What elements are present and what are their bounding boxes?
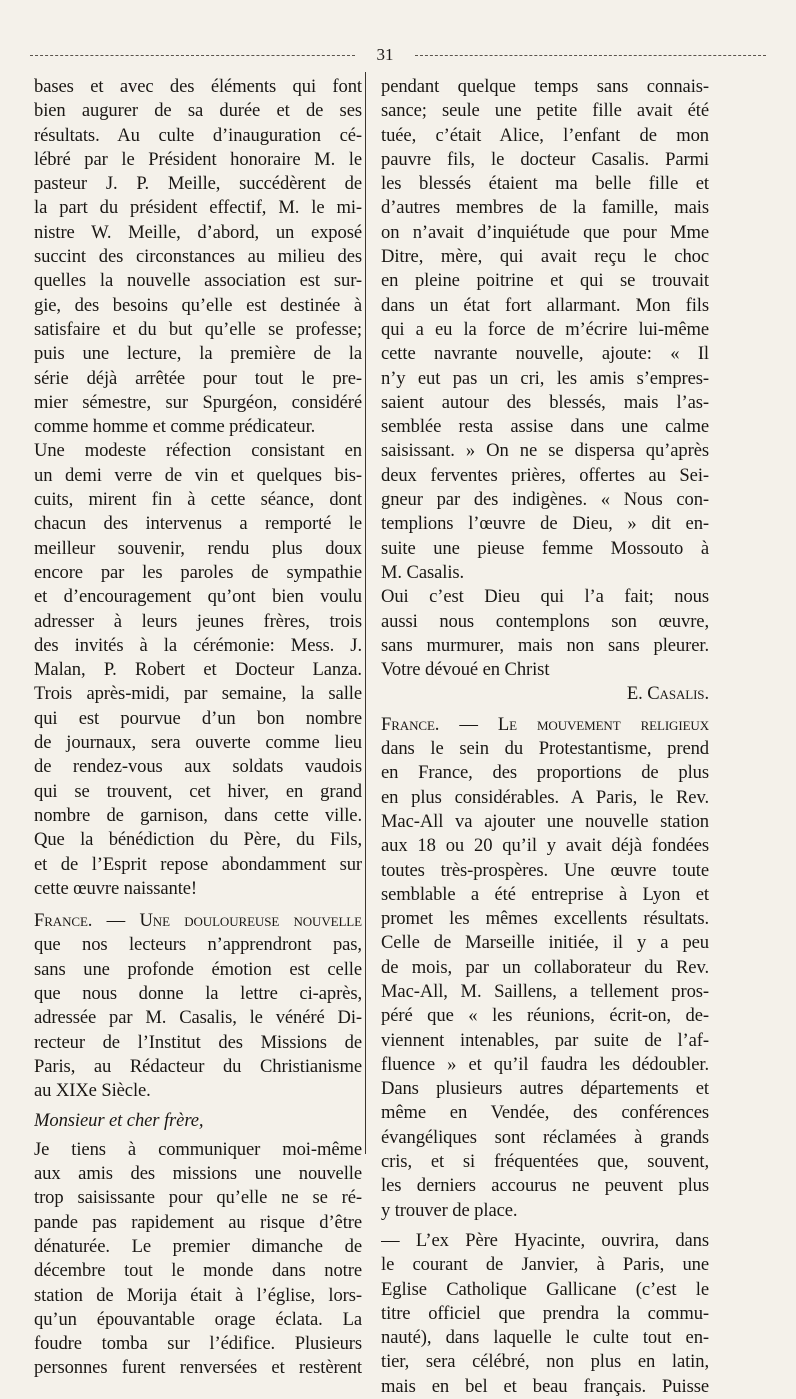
text-line: Que la bénédiction du Père, du Fils, (34, 829, 362, 851)
column-divider (365, 72, 366, 1154)
text-line: toutes très-prospères. Une œuvre toute (381, 859, 709, 881)
text-line: templions l’œuvre de Dieu, » dit en- (381, 513, 709, 535)
text-line: adresser à leurs jeunes frères, trois (34, 610, 362, 632)
text-line: M. Casalis. (381, 561, 465, 583)
text-line: puis une lecture, la première de la (34, 343, 362, 365)
text-line: pendant quelque temps sans connais- (381, 76, 709, 97)
text-line: qui est pourvue d’un bon nombre (34, 707, 362, 729)
text-line: Celle de Marseille initiée, il y a peu (381, 932, 709, 954)
text-line: saisissant. » On ne se dispersa qu’après (381, 440, 709, 462)
text-line: Monsieur et cher frère, (34, 1110, 204, 1132)
text-line: de rendez-vous aux soldats vaudois (34, 756, 362, 778)
text-line: tuée, c’était Alice, l’enfant de mon (381, 124, 709, 146)
text-line: cuits, mirent fin à cette séance, dont (34, 489, 362, 511)
text-line: les blessés étaient ma belle fille et (381, 173, 709, 195)
text-line: Dans plusieurs autres départements et (381, 1078, 709, 1100)
text-line: Paris, au Rédacteur du Christianisme (34, 1055, 362, 1077)
text-line: personnes furent renversées et restèrent (34, 1357, 362, 1379)
text-line: d’autres membres de la famille, mais (381, 197, 709, 219)
page-header (30, 44, 766, 66)
text-line: promet les mêmes excellents résultats. (381, 908, 709, 930)
text-line: n’y eut pas un cri, les amis s’empres- (381, 367, 709, 389)
text-line: on n’avait d’inquiétude que pour Mme (381, 221, 709, 243)
text-line: aux 18 ou 20 qu’il y avait déjà fondées (381, 835, 709, 857)
text-line: y trouver de place. (381, 1199, 518, 1221)
text-line: Mac-All va ajouter une nouvelle station (381, 810, 709, 832)
left-column (34, 75, 362, 1381)
text-line: mier sémestre, sur Spurgéon, considéré (34, 391, 362, 413)
text-line: des invités à la cérémonie: Mess. J. (34, 634, 362, 656)
text-line: en France, des proportions de plus (381, 762, 709, 784)
text-line: et d’encouragement qu’ont bien voulu (34, 586, 362, 608)
header-rule-left (30, 55, 355, 56)
text-line: dans un état fort allarmant. Mon fils (381, 294, 709, 316)
text-line: quelles la nouvelle association est sur- (34, 270, 362, 292)
text-line: comme homme et comme prédicateur. (34, 416, 316, 438)
text-line: Votre dévoué en Christ (381, 659, 550, 681)
text-line: que nous donne la lettre ci-après, (34, 982, 362, 1004)
text-line: mais en bel et beau français. Puisse (381, 1375, 709, 1397)
text-line: décembre tout le monde dans notre (34, 1260, 362, 1282)
text-line: encore par les paroles de sympathie (34, 561, 362, 583)
text-line: qu’un épouvantable orage éclata. La (34, 1308, 362, 1330)
text-line: gneur par des indigènes. « Nous con- (381, 489, 709, 511)
text-line: saient autour des blessés, mais l’as- (381, 391, 709, 413)
header-rule-right (415, 55, 766, 56)
text-line: Une modeste réfection consistant en (34, 440, 362, 462)
text-line: tier, sera célébré, non plus en latin, (381, 1351, 709, 1373)
text-line: deux ferventes prières, offertes au Sei- (381, 464, 709, 486)
text-line: semblée resta assise dans une calme (381, 416, 709, 438)
text-line: cette œuvre naissante! (34, 877, 198, 899)
text-line: fluence » et qu’il faudra les dédoubler. (381, 1053, 709, 1075)
text-line: Eglise Catholique Gallicane (c’est le (381, 1278, 709, 1300)
text-line: recteur de l’Institut des Missions de (34, 1031, 362, 1053)
text-line: succint des circonstances au milieu des (34, 246, 362, 268)
text-line: dénaturée. Le premier dimanche de (34, 1235, 362, 1257)
text-line: de journaux, sera ouverte comme lieu (34, 732, 362, 754)
text-line: nombre de garnison, dans cette ville. (34, 804, 362, 826)
text-line: cris, et si fréquentées que, souvent, (381, 1151, 709, 1173)
text-line: semblable a été entreprise à Lyon et (381, 883, 709, 905)
text-line: Oui c’est Dieu qui l’a fait; nous (381, 586, 709, 608)
text-line: trop saisissante pour qu’elle ne se ré- (34, 1187, 362, 1209)
paragraph-gap (34, 901, 362, 909)
text-line: Mac-All, M. Saillens, a tellement pros- (381, 980, 709, 1002)
text-line: Je tiens à communiquer moi-même (34, 1138, 362, 1160)
text-line: série déjà arrêtée pour tout le pre- (34, 367, 362, 389)
text-line: France. — Une douloureuse nouvelle (34, 910, 362, 932)
text-line: la part du président effectif, M. le mi- (34, 197, 362, 219)
text-line: de mois, par un collaborateur du Rev. (381, 956, 709, 978)
text-line: en plus considérables. A Paris, le Rev. (381, 786, 709, 808)
text-line: les derniers accourus ne peuvent plus (381, 1175, 709, 1197)
text-line: sance; seule une petite fille avait été (381, 100, 709, 122)
text-line: gie, des besoins qu’elle est destinée à (34, 294, 362, 316)
text-line: qui se trouvent, cet hiver, en grand (34, 780, 362, 802)
text-line: lébré par le Président honoraire M. le (34, 148, 362, 170)
text-line: le courant de Janvier, à Paris, une (381, 1254, 709, 1276)
text-line: bases et avec des éléments qui font (34, 76, 362, 97)
text-line: sans murmurer, mais non sans pleurer. (381, 634, 709, 656)
text-line: au XIXe Siècle. (34, 1080, 151, 1102)
text-line: pauvre fils, le docteur Casalis. Parmi (381, 148, 709, 170)
text-line: évangéliques sont réclamées à grands (381, 1126, 709, 1148)
text-line: viennent intenables, par suite de l’af- (381, 1029, 709, 1051)
text-line: France. — Le mouvement religieux (381, 713, 709, 735)
right-column (381, 75, 709, 1399)
text-line: — L’ex Père Hyacinte, ouvrira, dans (381, 1229, 709, 1251)
text-line: pande pas rapidement au risque d’être (34, 1211, 362, 1233)
text-line: péré que « les réunions, écrit-on, de- (381, 1005, 709, 1027)
page-number: 31 (376, 45, 394, 64)
text-line: aux amis des missions une nouvelle (34, 1163, 362, 1185)
text-line: dans le sein du Protestantisme, prend (381, 738, 709, 760)
text-line: résultats. Au culte d’inauguration cé- (34, 124, 362, 146)
text-line: que nos lecteurs n’apprendront pas, (34, 934, 362, 956)
text-line: nauté), dans laquelle le culte tout en- (381, 1327, 709, 1349)
text-line: adressée par M. Casalis, le vénéré Di- (34, 1007, 362, 1029)
text-line: sans une profonde émotion est celle (34, 958, 362, 980)
text-line: satisfaire et du but qu’elle se professe; (34, 318, 362, 340)
text-line: station de Morija était à l’église, lors- (34, 1284, 362, 1306)
text-line: titre officiel que prendra la commu- (381, 1302, 709, 1324)
text-line: et de l’Esprit repose abondamment sur (34, 853, 362, 875)
text-line: bien augurer de sa durée et de ses (34, 100, 362, 122)
text-line: chacun des intervenus a remporté le (34, 513, 362, 535)
text-line: qui a eu la force de m’écrire lui-même (381, 318, 709, 340)
text-line: Trois après-midi, par semaine, la salle (34, 683, 362, 705)
text-line: Ditre, mère, qui avait reçu le choc (381, 246, 709, 268)
text-line: en pleine poitrine et qui se trouvait (381, 270, 709, 292)
text-line: foudre tomba sur l’édifice. Plusieurs (34, 1333, 362, 1355)
text-line: pasteur J. P. Meille, succédèrent de (34, 173, 362, 195)
text-line: E. Casalis. (626, 683, 709, 705)
text-line: nistre W. Meille, d’abord, un exposé (34, 221, 362, 243)
text-line: Malan, P. Robert et Docteur Lanza. (34, 659, 362, 681)
text-line: aussi nous contemplons son œuvre, (381, 610, 709, 632)
text-line: un demi verre de vin et quelques bis- (34, 464, 362, 486)
text-line: suite une pieuse femme Mossouto à (381, 537, 709, 559)
text-line: cette navrante nouvelle, ajoute: « Il (381, 343, 709, 365)
text-line: même en Vendée, des conférences (381, 1102, 709, 1124)
text-line: meilleur souvenir, rendu plus doux (34, 537, 362, 559)
